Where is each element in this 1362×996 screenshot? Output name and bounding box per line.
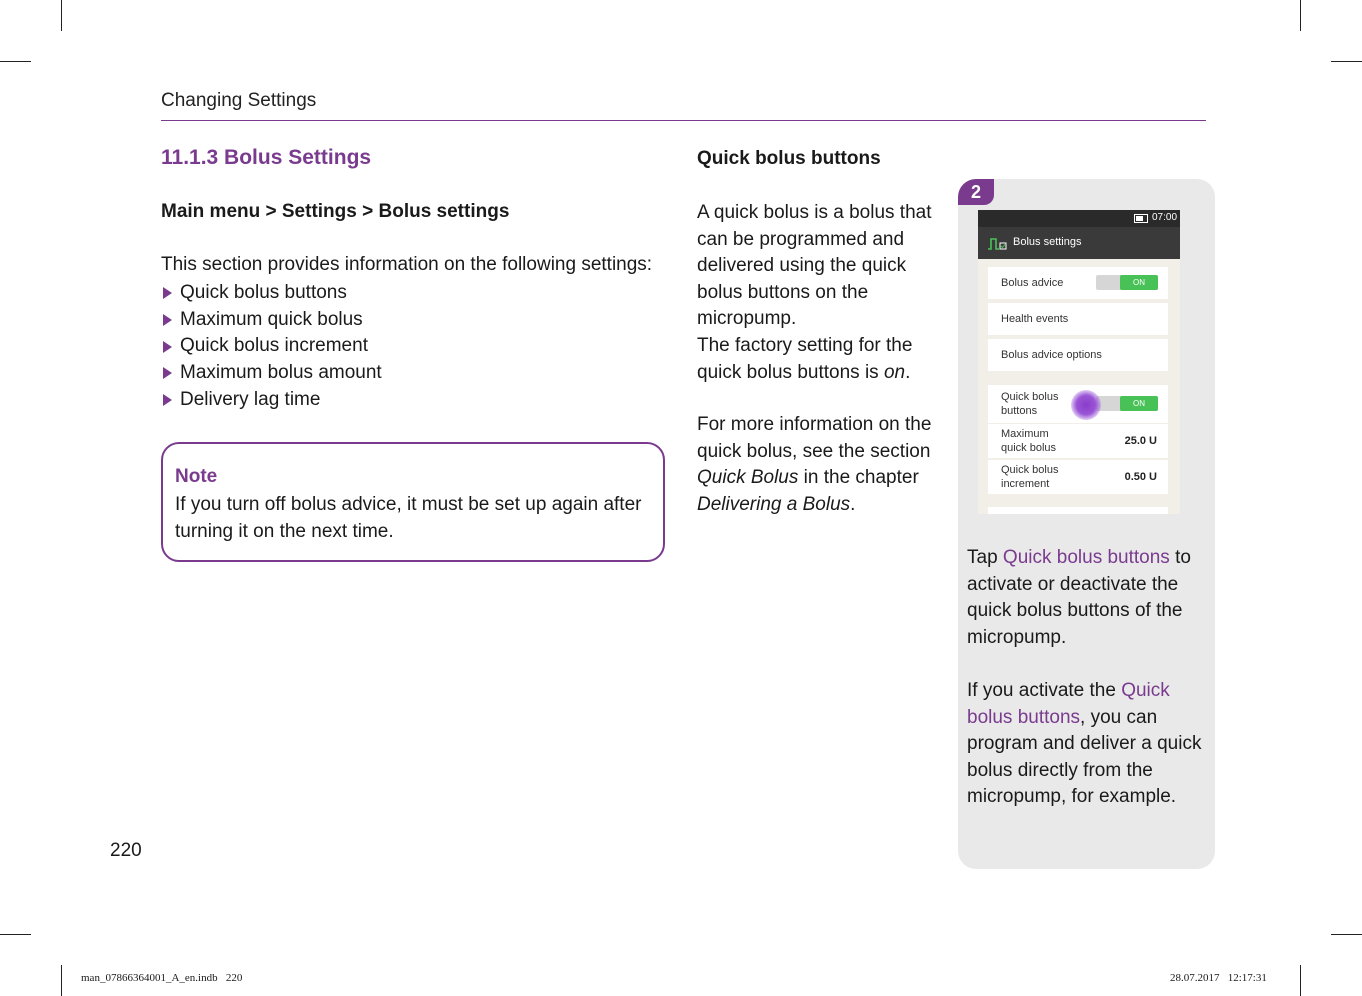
bolus-settings-icon: [987, 236, 1007, 250]
list-item: Maximum quick bolus: [161, 307, 382, 334]
setting-row-bolus-advice-options[interactable]: Bolus advice options: [988, 339, 1168, 371]
setting-row-maximum-quick-bolus[interactable]: Maximum quick bolus 25.0 U: [988, 424, 1168, 458]
print-slug-date: 28.07.2017 12:17:31: [1170, 972, 1267, 984]
crop-mark: [1331, 934, 1362, 935]
crop-mark: [0, 61, 31, 62]
status-bar: [978, 210, 1180, 227]
settings-list: [161, 280, 382, 414]
list-item: Quick bolus buttons: [161, 280, 382, 307]
bullet-arrow-icon: [163, 367, 172, 379]
quick-bolus-buttons-toggle[interactable]: ON: [1096, 396, 1158, 411]
list-item: Quick bolus increment: [161, 333, 382, 360]
paragraph-factory-setting: The factory setting for the quick bolus buttons is on.: [697, 335, 913, 383]
pump-screen: [978, 210, 1180, 514]
paragraph-definition: A quick bolus is a bolus that can be programmed and delivered using the quick bolus buttons on the micropump.: [697, 202, 932, 330]
battery-icon: [1134, 214, 1148, 223]
setting-row-quick-bolus-increment[interactable]: Quick bolus increment 0.50 U: [988, 460, 1168, 494]
ui-term-quick-bolus-buttons: Quick bolus buttons: [1002, 547, 1170, 568]
crop-mark: [1331, 61, 1362, 62]
bolus-advice-toggle[interactable]: ON: [1096, 275, 1158, 290]
subsection-heading: Quick bolus buttons: [697, 148, 881, 169]
bullet-arrow-icon: [163, 314, 172, 326]
step-instruction: Tap Quick bolus buttons to activate or deactivate the quick bolus buttons of the micropump.: [967, 547, 1191, 648]
header-rule: [161, 120, 1206, 121]
print-slug-file: man_07866364001_A_en.indb 220: [81, 972, 243, 984]
bullet-arrow-icon: [163, 287, 172, 299]
screen-title: Bolus settings: [1013, 236, 1082, 248]
section-title: 11.1.3 Bolus Settings: [161, 146, 372, 169]
bullet-arrow-icon: [163, 341, 172, 353]
crop-mark: [0, 934, 31, 935]
bullet-arrow-icon: [163, 394, 172, 406]
paragraph-cross-reference: For more information on the quick bolus, see the section Quick Bolus in the chapter Delivering a Bolus.: [697, 414, 932, 515]
crop-mark: [1300, 0, 1301, 31]
list-item: Maximum bolus amount: [161, 360, 382, 387]
crop-mark: [1300, 965, 1301, 996]
intro-text: This section provides information on the following settings:: [161, 254, 653, 275]
menu-path: Main menu > Settings > Bolus settings: [161, 201, 510, 222]
setting-row-partial: [988, 507, 1168, 514]
note-text: If you turn off bolus advice, it must be set up again after turning it on the next time.: [175, 494, 642, 542]
status-time: 07:00: [1152, 212, 1178, 223]
setting-row-bolus-advice[interactable]: Bolus advice ON: [988, 267, 1168, 299]
setting-row-health-events[interactable]: Health events: [988, 303, 1168, 335]
crop-mark: [61, 0, 62, 31]
step-explanation: If you activate the Quick bolus buttons, you can program and deliver a quick bolus directly from the micropump, for example.: [967, 680, 1202, 808]
screen-title-bar: [978, 227, 1180, 259]
running-header: Changing Settings: [161, 90, 317, 111]
ui-term-quick-bolus-buttons: Quick bolus buttons: [967, 680, 1170, 728]
tap-indicator: [1071, 390, 1101, 420]
page-number: 220: [110, 840, 142, 861]
crop-mark: [61, 965, 62, 996]
step-number-badge: 2: [958, 179, 994, 205]
note-title: Note: [175, 466, 218, 487]
setting-row-quick-bolus-buttons[interactable]: Quick bolus buttons ON: [988, 385, 1168, 423]
list-item: Delivery lag time: [161, 387, 382, 414]
